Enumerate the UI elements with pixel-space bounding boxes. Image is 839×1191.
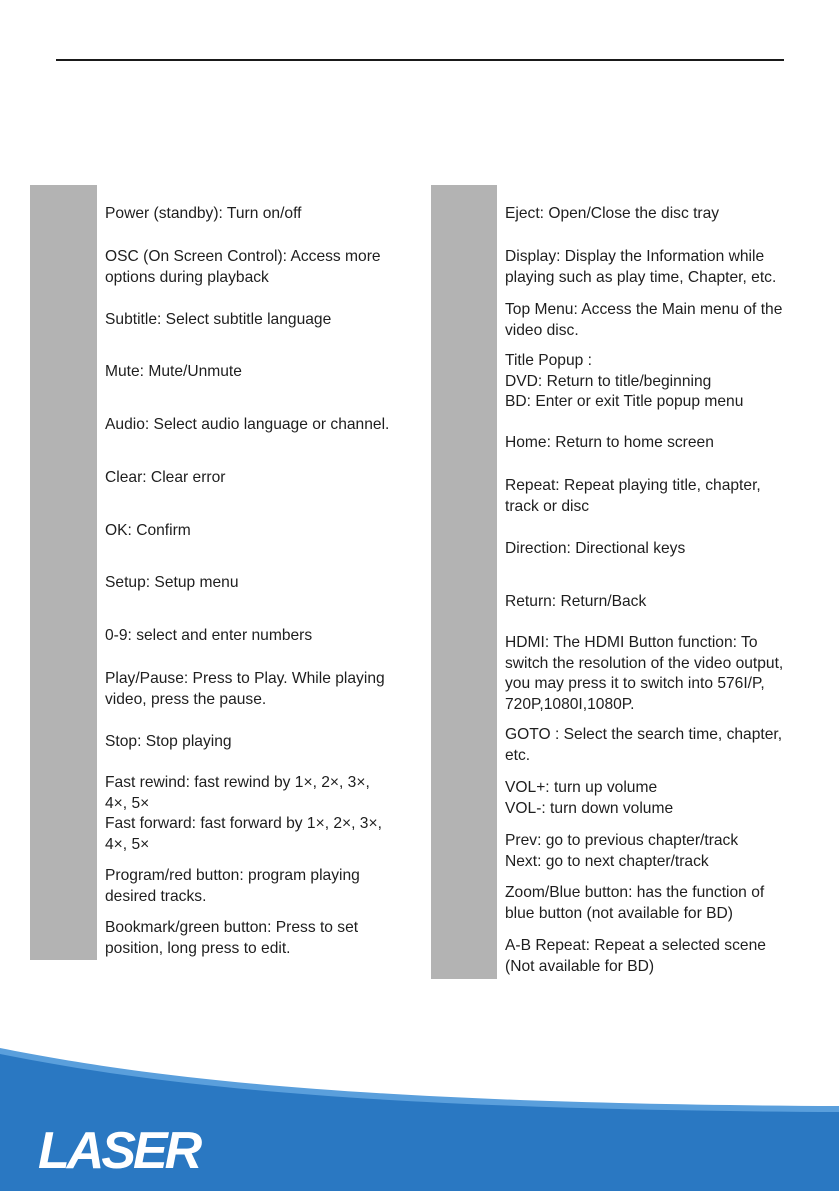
entry-line: HDMI: The HDMI Button function: To <box>505 634 758 651</box>
left-column-entry <box>105 468 225 489</box>
entry-line: 720P,1080I,1080P. <box>505 695 635 713</box>
right-column-entry <box>505 247 776 288</box>
left-gray-bar <box>30 185 97 960</box>
right-column-entry <box>505 539 685 560</box>
entry-line: Home: Return to home screen <box>505 434 714 451</box>
entry-line: Title Popup : <box>505 352 592 369</box>
left-column-entry <box>105 918 358 959</box>
entry-line: A-B Repeat: Repeat a selected scene <box>505 937 766 954</box>
left-column-entry <box>105 626 312 647</box>
logo-text: LASER <box>38 1122 200 1178</box>
right-column-entry <box>505 300 782 341</box>
right-column-entry <box>505 633 783 715</box>
left-column-entry <box>105 521 191 542</box>
left-column-entry <box>105 669 385 710</box>
entry-line: Subtitle: Select subtitle language <box>105 311 332 328</box>
right-column-entry <box>505 204 719 225</box>
left-column-entry <box>105 247 381 288</box>
left-column-entry <box>105 866 360 907</box>
left-column-entry <box>105 362 242 383</box>
entry-line: Program/red button: program playing <box>105 867 360 884</box>
right-column-entry <box>505 592 646 613</box>
entry-line: 0-9: select and enter numbers <box>105 627 313 644</box>
entry-line: switch the resolution of the video output, <box>505 654 784 672</box>
entry-line: blue button (not available for BD) <box>505 904 733 922</box>
right-column-entry <box>505 351 743 413</box>
entry-line: OK: Confirm <box>105 522 191 539</box>
entry-line: 4×, 5× <box>105 794 150 812</box>
right-column-entry <box>505 883 764 924</box>
entry-line: DVD: Return to title/beginning <box>505 372 712 390</box>
entry-line: track or disc <box>505 497 590 515</box>
right-column-entry <box>505 936 766 977</box>
right-column-entry <box>505 433 714 454</box>
right-gray-bar <box>431 185 497 979</box>
entry-line: Setup: Setup menu <box>105 574 239 591</box>
entry-line: Fast rewind: fast rewind by 1×, 2×, 3×, <box>105 774 370 791</box>
right-column-entry <box>505 725 782 766</box>
entry-line: Zoom/Blue button: has the function of <box>505 884 765 901</box>
entry-line: etc. <box>505 746 531 764</box>
entry-line: GOTO : Select the search time, chapter, <box>505 726 783 743</box>
entry-line: position, long press to edit. <box>105 939 291 957</box>
entry-line: VOL+: turn up volume <box>505 779 658 796</box>
right-column-entry <box>505 831 738 872</box>
entry-line: (Not available for BD) <box>505 957 655 975</box>
right-column-entry <box>505 476 761 517</box>
entry-line: Eject: Open/Close the disc tray <box>505 205 720 222</box>
right-column-entry <box>505 778 673 819</box>
left-column-entry <box>105 773 382 855</box>
entry-line: Power (standby): Turn on/off <box>105 205 302 222</box>
entry-line: you may press it to switch into 576I/P, <box>505 675 765 692</box>
entry-line: Clear: Clear error <box>105 469 226 486</box>
entry-line: options during playback <box>105 268 269 286</box>
entry-line: VOL-: turn down volume <box>505 799 674 817</box>
left-column-entry <box>105 732 232 753</box>
entry-line: Audio: Select audio language or channel. <box>105 416 390 433</box>
entry-line: video, press the pause. <box>105 690 267 708</box>
entry-line: playing such as play time, Chapter, etc. <box>505 268 777 286</box>
entry-line: Top Menu: Access the Main menu of the <box>505 301 783 318</box>
left-column-entry <box>105 204 301 225</box>
entry-line: OSC (On Screen Control): Access more <box>105 248 381 265</box>
entry-line: Fast forward: fast forward by 1×, 2×, 3×, <box>105 815 382 832</box>
left-column-entry <box>105 415 389 436</box>
laser-logo <box>36 1120 208 1178</box>
entry-line: video disc. <box>505 321 579 339</box>
entry-line: Direction: Directional keys <box>505 540 686 557</box>
entry-line: Return: Return/Back <box>505 593 647 610</box>
entry-line: desired tracks. <box>105 887 207 905</box>
entry-line: Stop: Stop playing <box>105 733 232 750</box>
left-column-entry <box>105 310 331 331</box>
entry-line: Play/Pause: Press to Play. While playing <box>105 670 385 687</box>
entry-line: Bookmark/green button: Press to set <box>105 919 359 936</box>
entry-line: Prev: go to previous chapter/track <box>505 832 739 849</box>
entry-line: Display: Display the Information while <box>505 248 765 265</box>
entry-line: BD: Enter or exit Title popup menu <box>505 393 744 410</box>
entry-line: 4×, 5× <box>105 835 150 853</box>
entry-line: Repeat: Repeat playing title, chapter, <box>505 477 761 494</box>
top-rule <box>56 59 784 61</box>
left-column-entry <box>105 573 239 594</box>
entry-line: Mute: Mute/Unmute <box>105 363 242 380</box>
entry-line: Next: go to next chapter/track <box>505 852 709 870</box>
